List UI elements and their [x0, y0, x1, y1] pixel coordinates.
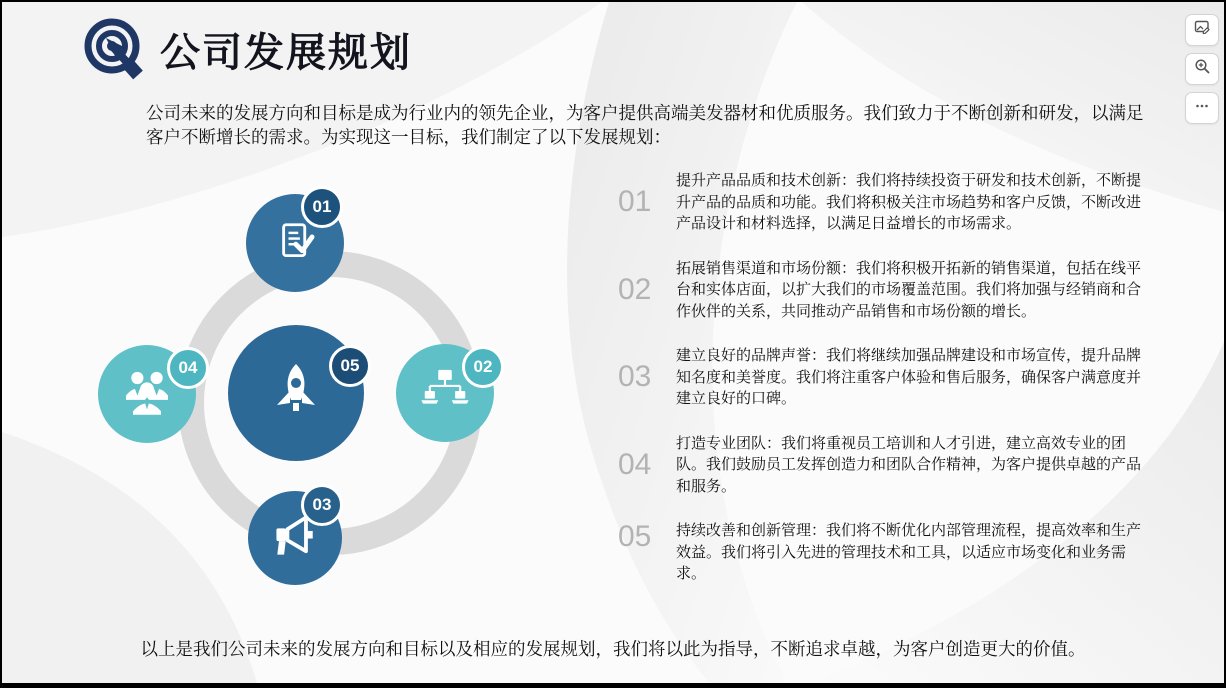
intro-line-1: 公司未来的发展方向和目标是成为行业内的领先企业，为客户提供高端美发器材和优质服务。我们致力于不断创新和研发，以满足 — [146, 103, 1144, 123]
page-title: 公司发展规划 — [160, 30, 412, 75]
target-dart-logo-icon — [84, 16, 146, 89]
plan-number: 01 — [618, 185, 652, 219]
plan-item-04 — [618, 433, 1146, 498]
plan-text: 提升产品品质和技术创新：我们将持续投资于研发和技术创新，不断提升产品的品质和功能。我们将积极关注市场趋势和客户反馈，不断改进产品设计和材料选择，以满足日益增长的市场需求。 — [676, 172, 1142, 232]
ellipsis-icon — [1194, 98, 1210, 119]
plan-text: 拓展销售渠道和市场份额：我们将积极开拓新的销售渠道，包括在线平台和实体店面，以扩大我们的市场覆盖范围。我们将加强与经销商和合作伙伴的关系，共同推动产品销售和市场份额的增长。 — [676, 259, 1142, 320]
intro-paragraph — [146, 102, 1156, 149]
plan-number: 02 — [618, 272, 652, 306]
rocket-icon — [264, 359, 328, 428]
diagram-badge-04: 04 — [167, 347, 209, 389]
diagram-badge-03: 03 — [301, 484, 343, 526]
plan-item-05 — [618, 520, 1146, 585]
magnifier-plus-icon — [1194, 58, 1211, 80]
diagram-badge-02: 02 — [462, 346, 504, 388]
plan-text: 建立良好的品牌声誉：我们将继续加强品牌建设和市场宣传，提升品牌知名度和美誉度。我们将注重客户体验和售后服务，确保客户满意度并建立良好的口碑。 — [676, 347, 1142, 407]
plan-item-01 — [618, 170, 1146, 235]
floating-toolbar — [1185, 14, 1219, 124]
intro-line-2: 客户不断增长的需求。为实现这一目标，我们制定了以下发展规划： — [146, 126, 671, 147]
plan-text: 持续改善和创新管理：我们将不断优化内部管理流程，提高效率和生产效益。我们将引入先进的管理技术和工具，以适应市场变化和业务需求。 — [676, 522, 1142, 582]
footer-summary: 以上是我们公司未来的发展方向和目标以及相应的发展规划，我们将以此为指导，不断追求卓越，为客户创造更大的价值。 — [140, 639, 1086, 659]
plan-item-03 — [618, 345, 1146, 410]
plan-number: 03 — [618, 360, 652, 394]
diagram-badge-01: 01 — [301, 186, 343, 228]
edit-image-button[interactable] — [1185, 14, 1219, 46]
slide-header — [84, 16, 412, 89]
zoom-in-button[interactable] — [1185, 53, 1219, 85]
plan-item-02 — [618, 258, 1146, 323]
plan-text: 打造专业团队：我们将重视员工培训和人才引进，建立高效专业的团队。我们鼓励员工发挥创造力和团队合作精神，为客户提供卓越的产品和服务。 — [676, 434, 1142, 495]
plan-number: 05 — [618, 520, 652, 553]
presentation-slide — [2, 2, 1224, 683]
more-options-button[interactable] — [1185, 92, 1219, 124]
plan-number: 04 — [618, 447, 652, 481]
image-edit-icon — [1194, 19, 1211, 41]
diagram-badge-05: 05 — [329, 345, 371, 387]
plans-list — [618, 170, 1146, 608]
